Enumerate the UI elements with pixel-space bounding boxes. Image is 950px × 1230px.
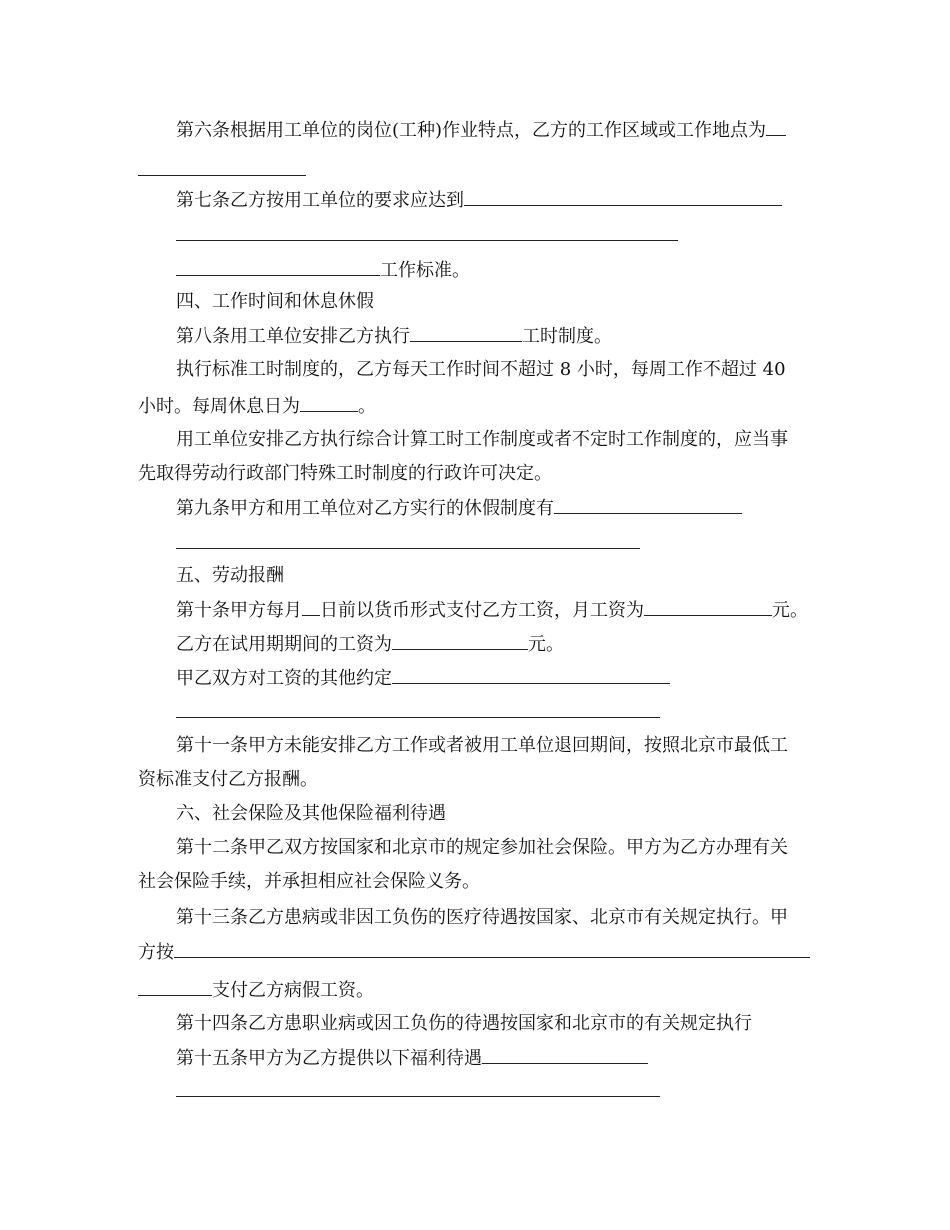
article-11-line-1: 第十一条甲方未能安排乙方工作或者被用工单位退回期间，按照北京市最低工 <box>176 735 788 756</box>
comprehensive-hours-line-1: 用工单位安排乙方执行综合计算工时工作制度或者不定时工作制度的，应当事 <box>176 429 788 450</box>
article-12-line-2: 社会保险手续，并承担相应社会保险义务。 <box>138 871 480 892</box>
comprehensive-hours-line-2: 先取得劳动行政部门特殊工时制度的行政许可决定。 <box>138 463 552 484</box>
blank-field <box>176 717 660 718</box>
section-4-heading: 四、工作时间和休息休假 <box>176 291 374 312</box>
article-10-tail: 元。 <box>772 600 808 621</box>
article-10-line <box>176 598 808 623</box>
blank-field <box>392 632 528 650</box>
section-6-heading: 六、社会保险及其他保险福利待遇 <box>176 803 446 824</box>
article-8-line <box>176 324 612 349</box>
standard-hours-line-1: 执行标准工时制度的，乙方每天工作时间不超过 8 小时，每周工作不超过 40 <box>176 359 786 380</box>
article-14-line: 第十四条乙方患职业病或因工负伤的待遇按国家和北京市的有关规定执行 <box>176 1013 752 1034</box>
blank-field <box>464 188 782 206</box>
blank-field <box>300 394 358 412</box>
blank-field <box>176 1096 660 1097</box>
article-13-line-3 <box>138 978 374 1003</box>
blank-field <box>482 1046 648 1064</box>
article-13-tail: 支付乙方病假工资。 <box>212 980 374 1001</box>
article-7-tail: 工作标准。 <box>380 260 470 281</box>
standard-hours-text: 小时。每周休息日为 <box>138 396 300 417</box>
blank-field <box>138 175 306 176</box>
blank-field <box>176 548 640 549</box>
blank-field <box>392 666 670 684</box>
probation-tail: 元。 <box>528 634 564 655</box>
section-5-heading: 五、劳动报酬 <box>176 565 284 586</box>
article-15-text: 第十五条甲方为乙方提供以下福利待遇 <box>176 1048 482 1069</box>
probation-line <box>176 632 564 657</box>
article-9-text: 第九条甲方和用工单位对乙方实行的休假制度有 <box>176 498 554 519</box>
blank-field <box>176 258 380 276</box>
blank-field <box>302 598 320 616</box>
article-13-line-1: 第十三条乙方患病或非因工负伤的医疗待遇按国家、北京市有关规定执行。甲 <box>176 907 788 928</box>
blank-field <box>644 598 772 616</box>
article-8-tail: 工时制度。 <box>522 326 612 347</box>
standard-hours-line-2 <box>138 394 376 419</box>
probation-text: 乙方在试用期期间的工资为 <box>176 634 392 655</box>
blank-field <box>766 118 786 136</box>
blank-field <box>410 324 522 342</box>
article-12-line-1: 第十二条甲乙双方按国家和北京市的规定参加社会保险。甲方为乙方办理有关 <box>176 837 788 858</box>
article-10-text: 第十条甲方每月 <box>176 600 302 621</box>
article-6-line-1 <box>176 118 786 143</box>
blank-field <box>554 496 742 514</box>
article-15-line-1 <box>176 1046 648 1071</box>
article-9-line-1 <box>176 496 742 521</box>
article-13-text: 方按 <box>138 942 174 963</box>
article-7-text: 第七条乙方按用工单位的要求应达到 <box>176 190 464 211</box>
blank-field <box>176 240 678 241</box>
blank-field <box>174 940 810 958</box>
article-13-line-2 <box>138 940 810 965</box>
article-7-line-3 <box>176 258 470 283</box>
other-pay-text: 甲乙双方对工资的其他约定 <box>176 668 392 689</box>
article-11-line-2: 资标准支付乙方报酬。 <box>138 769 318 790</box>
article-6-text: 第六条根据用工单位的岗位(工种)作业特点，乙方的工作区域或工作地点为 <box>176 120 767 141</box>
article-10-middle: 日前以货币形式支付乙方工资，月工资为 <box>320 600 644 621</box>
article-8-text: 第八条用工单位安排乙方执行 <box>176 326 410 347</box>
standard-hours-tail: 。 <box>358 396 376 417</box>
article-7-line-1 <box>176 188 782 213</box>
other-pay-line <box>176 666 670 691</box>
blank-field <box>138 978 212 996</box>
